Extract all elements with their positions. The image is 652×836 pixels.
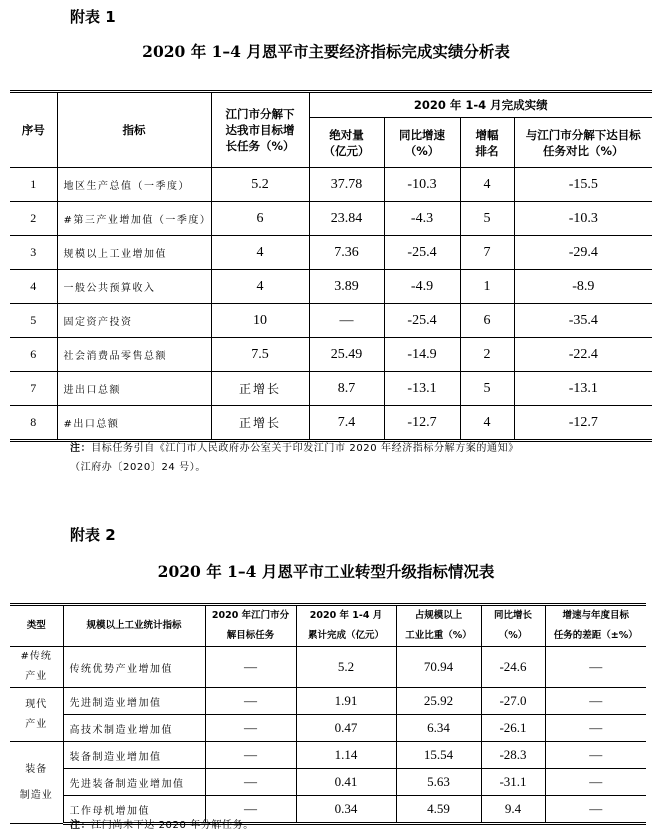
share-cell: 4.59 bbox=[396, 796, 481, 824]
yoy-cell: -14.9 bbox=[384, 338, 460, 372]
table-row bbox=[10, 202, 652, 236]
appendix-1-title: 2020 年 1–4 月恩平市主要经济指标完成实绩分析表 bbox=[142, 42, 510, 61]
share-cell: 70.94 bbox=[396, 647, 481, 688]
indicator-cell: #出口总额 bbox=[57, 406, 211, 441]
header-indicator: 规模以上工业统计指标 bbox=[63, 605, 205, 647]
rank-cell: 4 bbox=[460, 168, 514, 202]
gap-cell: — bbox=[545, 715, 646, 742]
absolute-cell: 7.4 bbox=[309, 406, 384, 441]
note-prefix: 注： bbox=[70, 443, 92, 454]
header-rank: 增幅排名 bbox=[460, 118, 514, 168]
absolute-cell: 8.7 bbox=[309, 372, 384, 406]
header-yoy: 同比增长 （%） bbox=[481, 605, 545, 647]
table-row bbox=[10, 270, 652, 304]
appendix-1-note bbox=[70, 439, 519, 477]
target-cell: 正增长 bbox=[211, 372, 309, 406]
industrial-upgrade-table bbox=[10, 603, 646, 825]
indicator-cell: 地区生产总值（一季度） bbox=[57, 168, 211, 202]
absolute-cell: — bbox=[309, 304, 384, 338]
yoy-cell: -25.4 bbox=[384, 236, 460, 270]
table-row bbox=[10, 236, 652, 270]
absolute-cell: 23.84 bbox=[309, 202, 384, 236]
target-cell: 10 bbox=[211, 304, 309, 338]
share-cell: 6.34 bbox=[396, 715, 481, 742]
target-cell: 7.5 bbox=[211, 338, 309, 372]
target-cell: 4 bbox=[211, 270, 309, 304]
cumulative-cell: 0.34 bbox=[296, 796, 396, 824]
cumulative-cell: 0.47 bbox=[296, 715, 396, 742]
yoy-cell: -31.1 bbox=[481, 769, 545, 796]
yoy-cell: -25.4 bbox=[384, 304, 460, 338]
appendix-2-title: 2020 年 1–4 月恩平市工业转型升级指标情况表 bbox=[157, 562, 495, 581]
rank-cell: 2 bbox=[460, 338, 514, 372]
indicator-cell: 先进装备制造业增加值 bbox=[63, 769, 205, 796]
target-cell: — bbox=[205, 647, 296, 688]
absolute-cell: 7.36 bbox=[309, 236, 384, 270]
note-prefix: 注： bbox=[70, 820, 92, 831]
header-cumulative: 2020 年 1-4 月 累计完成（亿元） bbox=[296, 605, 396, 647]
rank-cell: 6 bbox=[460, 304, 514, 338]
seq-cell: 1 bbox=[10, 168, 57, 202]
header-compare: 与江门市分解下达目标任务对比（%） bbox=[514, 118, 652, 168]
absolute-cell: 3.89 bbox=[309, 270, 384, 304]
yoy-cell: -4.3 bbox=[384, 202, 460, 236]
note-line-1: 目标任务引自《江门市人民政府办公室关于印发江门市 2020 年经济指标分解方案的通知》 bbox=[91, 443, 519, 454]
header-indicator: 指标 bbox=[57, 92, 211, 168]
table-row bbox=[10, 647, 646, 688]
yoy-cell: -10.3 bbox=[384, 168, 460, 202]
compare-cell: -22.4 bbox=[514, 338, 652, 372]
target-cell: 正增长 bbox=[211, 406, 309, 441]
target-cell: — bbox=[205, 742, 296, 769]
gap-cell: — bbox=[545, 688, 646, 715]
table-row bbox=[10, 688, 646, 715]
rank-cell: 5 bbox=[460, 372, 514, 406]
yoy-cell: -13.1 bbox=[384, 372, 460, 406]
indicator-cell: 先进制造业增加值 bbox=[63, 688, 205, 715]
target-cell: 5.2 bbox=[211, 168, 309, 202]
indicator-cell: 工作母机增加值 bbox=[63, 796, 205, 824]
header-target: 2020 年江门市分 解目标任务 bbox=[205, 605, 296, 647]
rank-cell: 5 bbox=[460, 202, 514, 236]
table-row bbox=[10, 372, 652, 406]
indicator-cell: #第三产业增加值（一季度） bbox=[57, 202, 211, 236]
indicator-cell: 社会消费品零售总额 bbox=[57, 338, 211, 372]
seq-cell: 7 bbox=[10, 372, 57, 406]
share-cell: 15.54 bbox=[396, 742, 481, 769]
seq-cell: 8 bbox=[10, 406, 57, 441]
table-row bbox=[10, 406, 652, 441]
target-cell: — bbox=[205, 796, 296, 824]
header-completion-group: 2020 年 1-4 月完成实绩 bbox=[309, 92, 652, 118]
seq-cell: 4 bbox=[10, 270, 57, 304]
compare-cell: -29.4 bbox=[514, 236, 652, 270]
cumulative-cell: 0.41 bbox=[296, 769, 396, 796]
compare-cell: -10.3 bbox=[514, 202, 652, 236]
target-cell: 4 bbox=[211, 236, 309, 270]
yoy-cell: -26.1 bbox=[481, 715, 545, 742]
header-share: 占规模以上 工业比重（%） bbox=[396, 605, 481, 647]
target-cell: 6 bbox=[211, 202, 309, 236]
cumulative-cell: 1.14 bbox=[296, 742, 396, 769]
seq-cell: 2 bbox=[10, 202, 57, 236]
rank-cell: 4 bbox=[460, 406, 514, 441]
seq-cell: 3 bbox=[10, 236, 57, 270]
indicator-cell: 固定资产投资 bbox=[57, 304, 211, 338]
economic-indicators-table bbox=[10, 90, 652, 442]
header-yoy: 同比增速（%） bbox=[384, 118, 460, 168]
yoy-cell: -28.3 bbox=[481, 742, 545, 769]
header-seq: 序号 bbox=[10, 92, 57, 168]
compare-cell: -8.9 bbox=[514, 270, 652, 304]
table-row bbox=[10, 304, 652, 338]
category-traditional: #传统 产业 bbox=[10, 647, 63, 688]
cumulative-cell: 1.91 bbox=[296, 688, 396, 715]
table-row bbox=[10, 168, 652, 202]
note-line-2: （江府办〔2020〕24 号）。 bbox=[70, 462, 206, 473]
header-target: 江门市分解下达我市目标增长任务（%） bbox=[211, 92, 309, 168]
yoy-cell: -24.6 bbox=[481, 647, 545, 688]
compare-cell: -12.7 bbox=[514, 406, 652, 441]
category-equipment: 装备 制造业 bbox=[10, 742, 63, 824]
rank-cell: 1 bbox=[460, 270, 514, 304]
share-cell: 25.92 bbox=[396, 688, 481, 715]
gap-cell: — bbox=[545, 769, 646, 796]
absolute-cell: 25.49 bbox=[309, 338, 384, 372]
seq-cell: 5 bbox=[10, 304, 57, 338]
yoy-cell: 9.4 bbox=[481, 796, 545, 824]
header-type: 类型 bbox=[10, 605, 63, 647]
appendix-2-note bbox=[70, 816, 254, 835]
indicator-cell: 一般公共预算收入 bbox=[57, 270, 211, 304]
yoy-cell: -12.7 bbox=[384, 406, 460, 441]
table-row bbox=[10, 769, 646, 796]
absolute-cell: 37.78 bbox=[309, 168, 384, 202]
rank-cell: 7 bbox=[460, 236, 514, 270]
header-gap: 增速与年度目标 任务的差距（±%） bbox=[545, 605, 646, 647]
category-modern: 现代 产业 bbox=[10, 688, 63, 742]
table-row bbox=[10, 742, 646, 769]
table-row bbox=[10, 338, 652, 372]
gap-cell: — bbox=[545, 647, 646, 688]
header-absolute: 绝对量（亿元） bbox=[309, 118, 384, 168]
compare-cell: -35.4 bbox=[514, 304, 652, 338]
target-cell: — bbox=[205, 769, 296, 796]
compare-cell: -13.1 bbox=[514, 372, 652, 406]
indicator-cell: 高技术制造业增加值 bbox=[63, 715, 205, 742]
share-cell: 5.63 bbox=[396, 769, 481, 796]
indicator-cell: 装备制造业增加值 bbox=[63, 742, 205, 769]
seq-cell: 6 bbox=[10, 338, 57, 372]
compare-cell: -15.5 bbox=[514, 168, 652, 202]
gap-cell: — bbox=[545, 742, 646, 769]
indicator-cell: 规模以上工业增加值 bbox=[57, 236, 211, 270]
appendix-2-label: 附表 2 bbox=[70, 526, 116, 544]
cumulative-cell: 5.2 bbox=[296, 647, 396, 688]
note-text: 江门尚未下达 2020 年分解任务。 bbox=[91, 820, 254, 831]
table-row bbox=[10, 715, 646, 742]
appendix-1-label: 附表 1 bbox=[70, 8, 116, 26]
yoy-cell: -4.9 bbox=[384, 270, 460, 304]
indicator-cell: 传统优势产业增加值 bbox=[63, 647, 205, 688]
indicator-cell: 进出口总额 bbox=[57, 372, 211, 406]
target-cell: — bbox=[205, 688, 296, 715]
yoy-cell: -27.0 bbox=[481, 688, 545, 715]
gap-cell: — bbox=[545, 796, 646, 824]
target-cell: — bbox=[205, 715, 296, 742]
